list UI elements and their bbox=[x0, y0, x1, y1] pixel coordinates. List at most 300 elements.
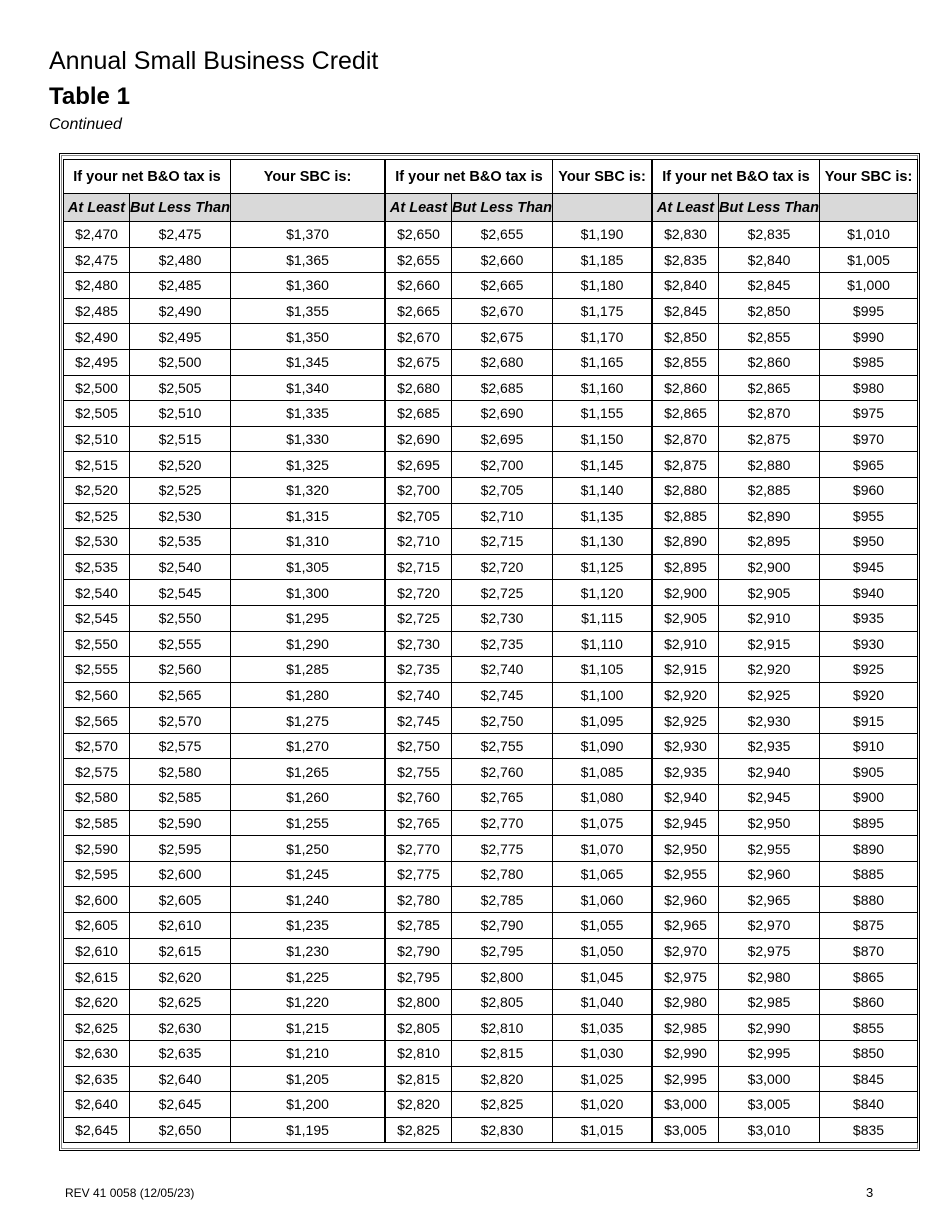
at-least-cell: $2,945 bbox=[653, 810, 719, 836]
at-least-cell: $2,720 bbox=[386, 580, 452, 606]
less-than-cell: $2,960 bbox=[719, 861, 820, 887]
less-than-cell: $2,710 bbox=[452, 503, 553, 529]
sbc-cell: $1,250 bbox=[231, 836, 385, 862]
at-least-cell: $2,775 bbox=[386, 861, 452, 887]
less-than-cell: $2,580 bbox=[130, 759, 231, 785]
table-row bbox=[653, 861, 918, 887]
sbc-cell: $1,220 bbox=[231, 989, 385, 1015]
sbc-cell: $1,030 bbox=[553, 1041, 652, 1067]
table-row bbox=[64, 580, 385, 606]
table-row bbox=[386, 1092, 652, 1118]
tax-range-header: If your net B&O tax is bbox=[64, 160, 231, 194]
at-least-cell: $2,560 bbox=[64, 682, 130, 708]
at-least-cell: $2,575 bbox=[64, 759, 130, 785]
table-row bbox=[64, 349, 385, 375]
less-than-header: But Less Than bbox=[719, 194, 820, 222]
table-row bbox=[386, 861, 652, 887]
at-least-cell: $2,675 bbox=[386, 349, 452, 375]
at-least-cell: $2,640 bbox=[64, 1092, 130, 1118]
table-row bbox=[386, 1066, 652, 1092]
table-row bbox=[64, 1092, 385, 1118]
table-row bbox=[386, 1117, 652, 1143]
at-least-cell: $2,940 bbox=[653, 785, 719, 811]
at-least-cell: $2,875 bbox=[653, 452, 719, 478]
table-row bbox=[653, 733, 918, 759]
sbc-cell: $1,215 bbox=[231, 1015, 385, 1041]
less-than-cell: $3,005 bbox=[719, 1092, 820, 1118]
less-than-cell: $2,835 bbox=[719, 222, 820, 248]
table-row bbox=[653, 1117, 918, 1143]
sbc-cell: $1,050 bbox=[553, 938, 652, 964]
table-row bbox=[386, 503, 652, 529]
sbc-subheader-blank bbox=[231, 194, 385, 222]
sbc-cell: $1,235 bbox=[231, 913, 385, 939]
at-least-cell: $2,800 bbox=[386, 989, 452, 1015]
at-least-cell: $2,585 bbox=[64, 810, 130, 836]
at-least-cell: $2,515 bbox=[64, 452, 130, 478]
at-least-cell: $2,730 bbox=[386, 631, 452, 657]
sbc-cell: $1,105 bbox=[553, 657, 652, 683]
sbc-cell: $1,075 bbox=[553, 810, 652, 836]
less-than-cell: $2,730 bbox=[452, 605, 553, 631]
table-row bbox=[386, 324, 652, 350]
less-than-cell: $2,875 bbox=[719, 426, 820, 452]
table-row bbox=[386, 631, 652, 657]
less-than-cell: $2,615 bbox=[130, 938, 231, 964]
less-than-cell: $2,535 bbox=[130, 529, 231, 555]
sbc-cell: $995 bbox=[820, 298, 918, 324]
at-least-cell: $2,470 bbox=[64, 222, 130, 248]
less-than-cell: $2,935 bbox=[719, 733, 820, 759]
table-row bbox=[386, 554, 652, 580]
sbc-cell: $1,340 bbox=[231, 375, 385, 401]
sbc-cell: $865 bbox=[820, 964, 918, 990]
less-than-cell: $2,675 bbox=[452, 324, 553, 350]
sbc-header: Your SBC is: bbox=[553, 160, 652, 194]
table-row bbox=[653, 1041, 918, 1067]
less-than-cell: $2,515 bbox=[130, 426, 231, 452]
less-than-cell: $2,720 bbox=[452, 554, 553, 580]
table-row bbox=[64, 298, 385, 324]
at-least-cell: $2,805 bbox=[386, 1015, 452, 1041]
sbc-cell: $1,245 bbox=[231, 861, 385, 887]
table-row bbox=[653, 401, 918, 427]
at-least-cell: $2,920 bbox=[653, 682, 719, 708]
sbc-header: Your SBC is: bbox=[231, 160, 385, 194]
sbc-table-inner-frame bbox=[61, 155, 918, 1149]
table-row bbox=[64, 913, 385, 939]
less-than-cell: $2,475 bbox=[130, 222, 231, 248]
less-than-cell: $2,995 bbox=[719, 1041, 820, 1067]
at-least-cell: $2,655 bbox=[386, 247, 452, 273]
at-least-cell: $2,525 bbox=[64, 503, 130, 529]
sbc-cell: $1,150 bbox=[553, 426, 652, 452]
less-than-cell: $2,735 bbox=[452, 631, 553, 657]
table-row bbox=[64, 426, 385, 452]
sbc-cell: $940 bbox=[820, 580, 918, 606]
less-than-cell: $2,500 bbox=[130, 349, 231, 375]
less-than-cell: $2,970 bbox=[719, 913, 820, 939]
table-row bbox=[386, 375, 652, 401]
sbc-cell: $990 bbox=[820, 324, 918, 350]
sbc-cell: $1,315 bbox=[231, 503, 385, 529]
at-least-header: At Least bbox=[386, 194, 452, 222]
sbc-cell: $1,085 bbox=[553, 759, 652, 785]
table-row bbox=[64, 375, 385, 401]
table-row bbox=[64, 989, 385, 1015]
less-than-cell: $2,780 bbox=[452, 861, 553, 887]
at-least-cell: $2,625 bbox=[64, 1015, 130, 1041]
sbc-cell: $1,025 bbox=[553, 1066, 652, 1092]
table-row bbox=[386, 810, 652, 836]
less-than-cell: $2,655 bbox=[452, 222, 553, 248]
less-than-cell: $2,950 bbox=[719, 810, 820, 836]
at-least-cell: $2,900 bbox=[653, 580, 719, 606]
table-row bbox=[64, 708, 385, 734]
table-row bbox=[386, 682, 652, 708]
at-least-cell: $2,870 bbox=[653, 426, 719, 452]
at-least-cell: $2,540 bbox=[64, 580, 130, 606]
sbc-cell: $920 bbox=[820, 682, 918, 708]
sbc-cell: $1,200 bbox=[231, 1092, 385, 1118]
less-than-cell: $2,980 bbox=[719, 964, 820, 990]
sbc-cell: $1,095 bbox=[553, 708, 652, 734]
table-row bbox=[653, 554, 918, 580]
table-row bbox=[386, 477, 652, 503]
sbc-cell: $880 bbox=[820, 887, 918, 913]
less-than-cell: $2,620 bbox=[130, 964, 231, 990]
less-than-cell: $2,525 bbox=[130, 477, 231, 503]
at-least-cell: $2,620 bbox=[64, 989, 130, 1015]
sbc-cell: $1,045 bbox=[553, 964, 652, 990]
table-row bbox=[64, 887, 385, 913]
at-least-cell: $2,480 bbox=[64, 273, 130, 299]
sbc-cell: $1,280 bbox=[231, 682, 385, 708]
at-least-cell: $2,645 bbox=[64, 1117, 130, 1143]
sbc-cell: $1,115 bbox=[553, 605, 652, 631]
at-least-cell: $2,760 bbox=[386, 785, 452, 811]
sbc-subheader-blank bbox=[820, 194, 918, 222]
table-row bbox=[386, 938, 652, 964]
table-row bbox=[64, 810, 385, 836]
less-than-cell: $2,865 bbox=[719, 375, 820, 401]
at-least-cell: $2,970 bbox=[653, 938, 719, 964]
table-row bbox=[386, 605, 652, 631]
less-than-cell: $2,740 bbox=[452, 657, 553, 683]
table-row bbox=[653, 913, 918, 939]
table-row bbox=[386, 887, 652, 913]
at-least-cell: $2,610 bbox=[64, 938, 130, 964]
table-row bbox=[386, 759, 652, 785]
sbc-cell: $1,325 bbox=[231, 452, 385, 478]
at-least-cell: $2,630 bbox=[64, 1041, 130, 1067]
at-least-cell: $2,490 bbox=[64, 324, 130, 350]
sbc-cell: $1,165 bbox=[553, 349, 652, 375]
less-than-cell: $2,905 bbox=[719, 580, 820, 606]
at-least-cell: $2,980 bbox=[653, 989, 719, 1015]
sbc-cell: $1,305 bbox=[231, 554, 385, 580]
sbc-cell: $1,140 bbox=[553, 477, 652, 503]
less-than-cell: $2,530 bbox=[130, 503, 231, 529]
sbc-cell: $1,125 bbox=[553, 554, 652, 580]
less-than-cell: $2,600 bbox=[130, 861, 231, 887]
at-least-cell: $2,695 bbox=[386, 452, 452, 478]
at-least-cell: $2,955 bbox=[653, 861, 719, 887]
table-row bbox=[386, 222, 652, 248]
less-than-cell: $2,850 bbox=[719, 298, 820, 324]
sbc-cell: $1,000 bbox=[820, 273, 918, 299]
sbc-table bbox=[652, 159, 918, 1143]
table-row bbox=[386, 733, 652, 759]
table-row bbox=[64, 529, 385, 555]
less-than-cell: $2,790 bbox=[452, 913, 553, 939]
sbc-subheader-blank bbox=[553, 194, 652, 222]
sbc-cell: $1,240 bbox=[231, 887, 385, 913]
table-row bbox=[653, 298, 918, 324]
form-identifier: REV 41 0058 (12/05/23) bbox=[65, 1186, 195, 1200]
sbc-cell: $1,275 bbox=[231, 708, 385, 734]
less-than-cell: $3,000 bbox=[719, 1066, 820, 1092]
less-than-cell: $3,010 bbox=[719, 1117, 820, 1143]
table-row bbox=[653, 964, 918, 990]
sbc-cell: $875 bbox=[820, 913, 918, 939]
table-row bbox=[386, 657, 652, 683]
sbc-cell: $915 bbox=[820, 708, 918, 734]
at-least-cell: $2,925 bbox=[653, 708, 719, 734]
sbc-cell: $1,135 bbox=[553, 503, 652, 529]
sbc-cell: $1,265 bbox=[231, 759, 385, 785]
at-least-cell: $2,710 bbox=[386, 529, 452, 555]
at-least-cell: $2,715 bbox=[386, 554, 452, 580]
table-row bbox=[64, 964, 385, 990]
sbc-cell: $850 bbox=[820, 1041, 918, 1067]
at-least-cell: $2,485 bbox=[64, 298, 130, 324]
table-row bbox=[653, 631, 918, 657]
table-row bbox=[653, 324, 918, 350]
sbc-cell: $1,360 bbox=[231, 273, 385, 299]
table-row bbox=[653, 605, 918, 631]
table-row bbox=[64, 657, 385, 683]
less-than-cell: $2,915 bbox=[719, 631, 820, 657]
sbc-cell: $1,230 bbox=[231, 938, 385, 964]
table-row bbox=[386, 964, 652, 990]
sbc-cell: $840 bbox=[820, 1092, 918, 1118]
sbc-cell: $1,320 bbox=[231, 477, 385, 503]
sbc-cell: $1,195 bbox=[231, 1117, 385, 1143]
at-least-cell: $2,565 bbox=[64, 708, 130, 734]
sbc-cell: $930 bbox=[820, 631, 918, 657]
at-least-cell: $2,650 bbox=[386, 222, 452, 248]
sbc-header: Your SBC is: bbox=[820, 160, 918, 194]
at-least-cell: $2,840 bbox=[653, 273, 719, 299]
sbc-cell: $1,295 bbox=[231, 605, 385, 631]
table-row bbox=[653, 349, 918, 375]
at-least-cell: $2,975 bbox=[653, 964, 719, 990]
sbc-cell: $1,355 bbox=[231, 298, 385, 324]
at-least-cell: $2,745 bbox=[386, 708, 452, 734]
at-least-cell: $2,660 bbox=[386, 273, 452, 299]
at-least-cell: $2,700 bbox=[386, 477, 452, 503]
at-least-cell: $2,495 bbox=[64, 349, 130, 375]
table-row bbox=[653, 810, 918, 836]
less-than-cell: $2,920 bbox=[719, 657, 820, 683]
less-than-cell: $2,555 bbox=[130, 631, 231, 657]
sbc-cell: $1,335 bbox=[231, 401, 385, 427]
less-than-cell: $2,945 bbox=[719, 785, 820, 811]
at-least-cell: $3,000 bbox=[653, 1092, 719, 1118]
table-row bbox=[653, 580, 918, 606]
less-than-cell: $2,550 bbox=[130, 605, 231, 631]
less-than-cell: $2,625 bbox=[130, 989, 231, 1015]
sbc-cell: $955 bbox=[820, 503, 918, 529]
at-least-cell: $3,005 bbox=[653, 1117, 719, 1143]
sbc-cell: $980 bbox=[820, 375, 918, 401]
table-row bbox=[64, 222, 385, 248]
table-row bbox=[386, 580, 652, 606]
sbc-cell: $1,130 bbox=[553, 529, 652, 555]
less-than-cell: $2,510 bbox=[130, 401, 231, 427]
at-least-cell: $2,885 bbox=[653, 503, 719, 529]
less-than-cell: $2,545 bbox=[130, 580, 231, 606]
sbc-cell: $935 bbox=[820, 605, 918, 631]
less-than-cell: $2,805 bbox=[452, 989, 553, 1015]
table-row bbox=[64, 605, 385, 631]
sbc-cell: $860 bbox=[820, 989, 918, 1015]
at-least-cell: $2,665 bbox=[386, 298, 452, 324]
less-than-cell: $2,660 bbox=[452, 247, 553, 273]
sbc-cell: $1,310 bbox=[231, 529, 385, 555]
table-row bbox=[64, 401, 385, 427]
sbc-cell: $1,175 bbox=[553, 298, 652, 324]
at-least-cell: $2,735 bbox=[386, 657, 452, 683]
at-least-cell: $2,995 bbox=[653, 1066, 719, 1092]
less-than-cell: $2,725 bbox=[452, 580, 553, 606]
less-than-cell: $2,490 bbox=[130, 298, 231, 324]
less-than-cell: $2,645 bbox=[130, 1092, 231, 1118]
sbc-cell: $835 bbox=[820, 1117, 918, 1143]
sbc-cell: $1,090 bbox=[553, 733, 652, 759]
sbc-cell: $1,100 bbox=[553, 682, 652, 708]
sbc-cell: $925 bbox=[820, 657, 918, 683]
less-than-header: But Less Than bbox=[452, 194, 553, 222]
sbc-cell: $1,300 bbox=[231, 580, 385, 606]
sbc-cell: $1,285 bbox=[231, 657, 385, 683]
less-than-cell: $2,480 bbox=[130, 247, 231, 273]
sbc-cell: $845 bbox=[820, 1066, 918, 1092]
sbc-cell: $960 bbox=[820, 477, 918, 503]
at-least-cell: $2,820 bbox=[386, 1092, 452, 1118]
sbc-cell: $1,255 bbox=[231, 810, 385, 836]
table-row bbox=[386, 708, 652, 734]
table-row bbox=[64, 836, 385, 862]
sbc-cell: $1,350 bbox=[231, 324, 385, 350]
less-than-cell: $2,880 bbox=[719, 452, 820, 478]
at-least-cell: $2,790 bbox=[386, 938, 452, 964]
table-row bbox=[386, 836, 652, 862]
sbc-cell: $900 bbox=[820, 785, 918, 811]
sbc-cell: $855 bbox=[820, 1015, 918, 1041]
less-than-cell: $2,635 bbox=[130, 1041, 231, 1067]
at-least-cell: $2,680 bbox=[386, 375, 452, 401]
table-row bbox=[64, 273, 385, 299]
table-row bbox=[64, 503, 385, 529]
table-row bbox=[386, 349, 652, 375]
at-least-cell: $2,605 bbox=[64, 913, 130, 939]
table-row bbox=[64, 324, 385, 350]
less-than-header: But Less Than bbox=[130, 194, 231, 222]
less-than-cell: $2,985 bbox=[719, 989, 820, 1015]
less-than-cell: $2,830 bbox=[452, 1117, 553, 1143]
table-row bbox=[64, 1117, 385, 1143]
at-least-cell: $2,750 bbox=[386, 733, 452, 759]
less-than-cell: $2,795 bbox=[452, 938, 553, 964]
table-row bbox=[64, 682, 385, 708]
at-least-cell: $2,475 bbox=[64, 247, 130, 273]
less-than-cell: $2,845 bbox=[719, 273, 820, 299]
table-row bbox=[64, 938, 385, 964]
table-row bbox=[653, 708, 918, 734]
table-row bbox=[386, 298, 652, 324]
sbc-cell: $1,005 bbox=[820, 247, 918, 273]
page-number: 3 bbox=[866, 1185, 874, 1200]
table-row bbox=[653, 222, 918, 248]
less-than-cell: $2,820 bbox=[452, 1066, 553, 1092]
less-than-cell: $2,505 bbox=[130, 375, 231, 401]
less-than-cell: $2,595 bbox=[130, 836, 231, 862]
sbc-cell: $895 bbox=[820, 810, 918, 836]
less-than-cell: $2,705 bbox=[452, 477, 553, 503]
sbc-cell: $1,040 bbox=[553, 989, 652, 1015]
table-row bbox=[653, 503, 918, 529]
table-row bbox=[64, 1041, 385, 1067]
at-least-cell: $2,580 bbox=[64, 785, 130, 811]
sbc-cell: $1,080 bbox=[553, 785, 652, 811]
at-least-cell: $2,550 bbox=[64, 631, 130, 657]
table-row bbox=[386, 989, 652, 1015]
less-than-cell: $2,570 bbox=[130, 708, 231, 734]
table-row bbox=[386, 401, 652, 427]
at-least-cell: $2,810 bbox=[386, 1041, 452, 1067]
sbc-cell: $1,225 bbox=[231, 964, 385, 990]
less-than-cell: $2,760 bbox=[452, 759, 553, 785]
sbc-table bbox=[63, 159, 385, 1143]
less-than-cell: $2,640 bbox=[130, 1066, 231, 1092]
at-least-cell: $2,990 bbox=[653, 1041, 719, 1067]
table-row bbox=[653, 273, 918, 299]
table-row bbox=[653, 887, 918, 913]
at-least-cell: $2,860 bbox=[653, 375, 719, 401]
table-row bbox=[64, 861, 385, 887]
table-row bbox=[653, 375, 918, 401]
at-least-cell: $2,670 bbox=[386, 324, 452, 350]
table-row bbox=[386, 273, 652, 299]
sbc-cell: $1,010 bbox=[820, 222, 918, 248]
at-least-cell: $2,985 bbox=[653, 1015, 719, 1041]
table-row bbox=[653, 426, 918, 452]
at-least-cell: $2,935 bbox=[653, 759, 719, 785]
less-than-cell: $2,990 bbox=[719, 1015, 820, 1041]
at-least-cell: $2,615 bbox=[64, 964, 130, 990]
at-least-cell: $2,725 bbox=[386, 605, 452, 631]
less-than-cell: $2,495 bbox=[130, 324, 231, 350]
less-than-cell: $2,940 bbox=[719, 759, 820, 785]
at-least-cell: $2,520 bbox=[64, 477, 130, 503]
table-row bbox=[653, 989, 918, 1015]
at-least-cell: $2,910 bbox=[653, 631, 719, 657]
sbc-cell: $1,110 bbox=[553, 631, 652, 657]
table-row bbox=[653, 529, 918, 555]
less-than-cell: $2,670 bbox=[452, 298, 553, 324]
